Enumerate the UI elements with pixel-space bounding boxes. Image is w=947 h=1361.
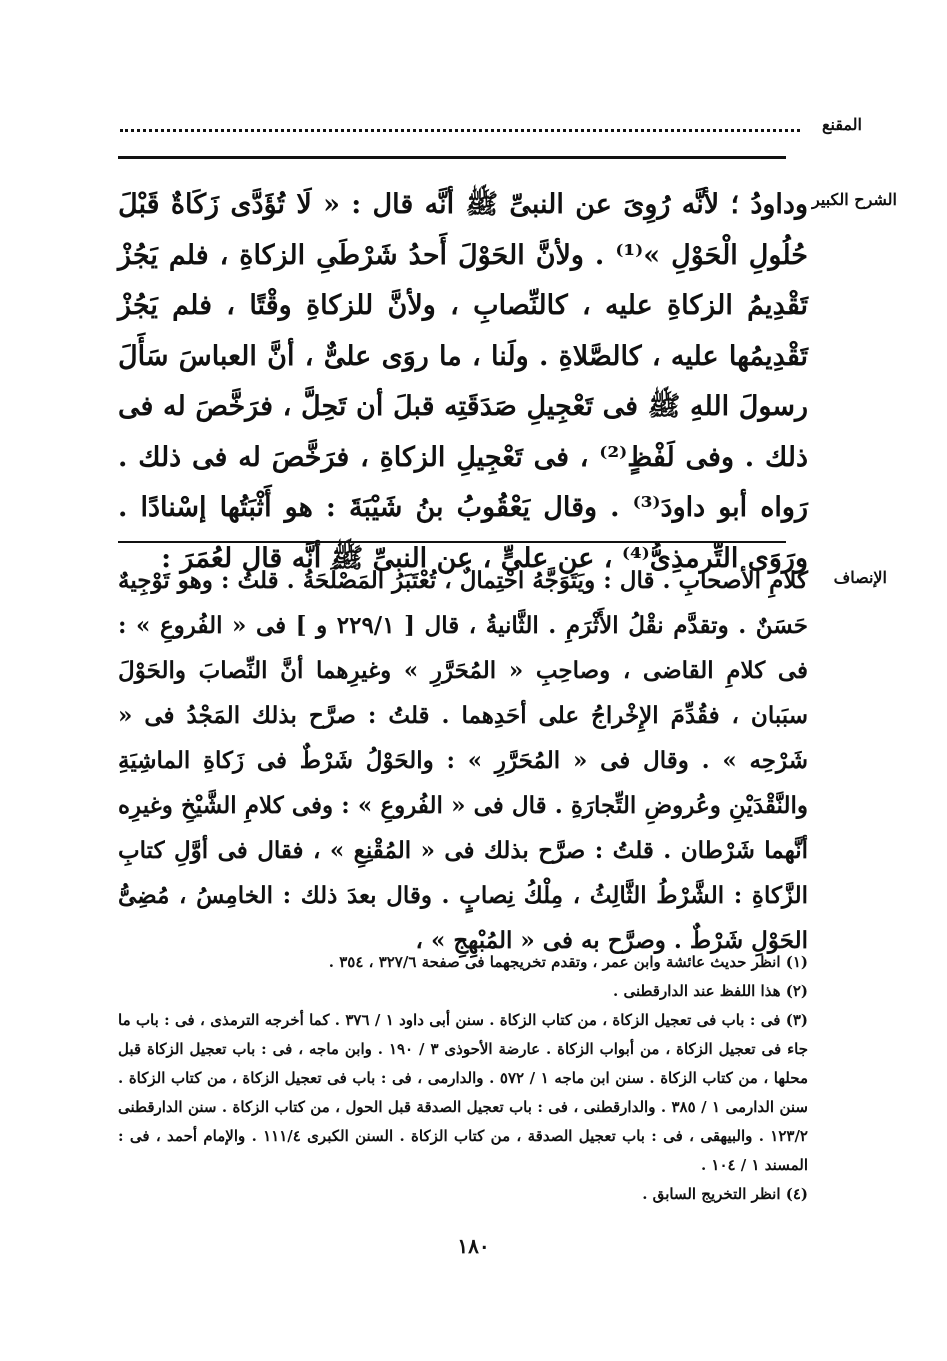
footnotes bbox=[118, 948, 808, 1209]
insaf-body bbox=[118, 558, 808, 963]
footnote-1: (١) انظر حديث عائشة وابن عمر ، وتقدم تخريجهما فى صفحة ٣٢٧/٦ ، ٣٥٤ . bbox=[328, 953, 808, 971]
footnote-4: (٤) انظر التخريج السابق . bbox=[642, 1185, 808, 1203]
footnote-2: (٢) هذا اللفظ عند الدارقطنى . bbox=[613, 982, 808, 1000]
header-dotted-leader bbox=[120, 119, 800, 132]
insaf-paragraph: كلامِ الأصحابِ . قال : ويَتَوَجَّهُ احْتِمالٌ ، تُعْتَبَرُ المَصْلَحَةُ . قلتُ : وهو تَوْجِيهٌ حَسَنٌ . وتقدَّم نقْلُ الأَثْرَمِ . الثَّانيةُ ، قال [ ٢٢٩/١ و ] فى « الفُروعِ » : فى كلامِ القاضى ، وصاحِبِ « المُحَرَّرِ » وغيرِهما أنَّ النِّصابَ والحَوْلَ سبَبان ، فقُدِّمَ الإِخْراجُ على أحَدِهما . قلتُ : صرَّح بذلك المَجْدُ فى « شَرْحِه » . وقال فى « المُحَرَّرِ » : والحَوْلُ شَرْطٌ فى زَكاةِ الماشِيَةِ والنَّقْدَيْنِ وعُروضِ التِّجارَةِ . قال فى « الفُروعِ » : وفى كلامِ الشَّيْخِ وغيرِه أنَّهما شَرْطان . قلتُ : صرَّح بذلك فى « المُقْنِعِ » ، فقال فى أوَّلِ كتابِ الزَّكاةِ : الشَّرْطُ الثَّالِثُ ، مِلْكُ نِصابٍ . وقال بعدَ ذلك : الخامِسُ ، مُضِىُّ الحَوْلِ شَرْطٌ . وصرَّح به فى « المُبْهِجِ » ، bbox=[118, 567, 809, 954]
header-rule bbox=[118, 156, 786, 159]
section-divider bbox=[118, 541, 786, 543]
header-title: المقنع bbox=[821, 115, 862, 134]
sharh-section-label: الشرح الكبير bbox=[812, 190, 897, 209]
page-number: ١٨٠ bbox=[457, 1234, 490, 1258]
insaf-section-label: الإنصاف bbox=[833, 568, 887, 587]
sharh-paragraph: وداودُ ؛ لأنَّه رُوِىَ عن النبىِّ ﷺ أنَّه قال : « لَا تُؤَدَّى زَكَاةٌ قَبْلَ حُلُولِ الْحَوْلِ »⁽¹⁾ . ولأنَّ الحَوْلَ أَحدُ شَرْطَىِ الزكاةِ ، فلم يَجُزْ تَقْدِيمُ الزكاةِ عليه ، كالنِّصابِ ، ولأنَّ للزكاةِ وقْتًا ، فلم يَجُزْ تَقْدِيمُها عليه ، كالصَّلاةِ . ولَنا ، ما روَى علىٌّ ، أنَّ العباسَ سَأَلَ رسولَ اللهِ ﷺ فى تَعْجِيلِ صَدَقَتِه قبلَ أن تَحِلَّ ، فرَخَّصَ له فى ذلك . وفى لَفْظٍ⁽²⁾ ، فى تَعْجِيلِ الزكاةِ ، فرَخَّصَ له فى ذلك . رَواه أبو داودَ⁽³⁾ . وقال يَعْقُوبُ بنُ شَيْبَةَ : هو أَثْبَتُها إسْنادًا . ورَوَى التِّرمذِىُّ⁽⁴⁾ ، عن علىٍّ ، عن النبىِّ ﷺ أنَّه قال لعُمَرَ : bbox=[118, 189, 808, 574]
footnote-3: (٣) فى : باب فى تعجيل الزكاة ، من كتاب الزكاة . سنن أبى داود ١ / ٣٧٦ . كما أخرجه الترمذى ، فى : باب ما جاء فى تعجيل الزكاة ، من أبواب الزكاة . عارضة الأحوذى ٣ / ١٩٠ . وابن ماجه ، فى : باب تعجيل الزكاة قبل محلها ، من كتاب الزكاة . سنن ابن ماجه ١ / ٥٧٢ . والدارمى ، فى : باب فى تعجيل الزكاة ، من كتاب الزكاة . سنن الدارمى ١ / ٣٨٥ . والدارقطنى ، فى : باب تعجيل الصدقة قبل الحول ، من كتاب الزكاة . سنن الدارقطنى ١٢٣/٢ . والبيهقى ، فى : باب تعجيل الصدقة ، من كتاب الزكاة . السنن الكبرى ١١١/٤ . والإمام أحمد ، فى : المسند ١ / ١٠٤ . bbox=[118, 1011, 808, 1174]
running-header bbox=[110, 113, 862, 143]
sharh-body bbox=[118, 180, 808, 584]
